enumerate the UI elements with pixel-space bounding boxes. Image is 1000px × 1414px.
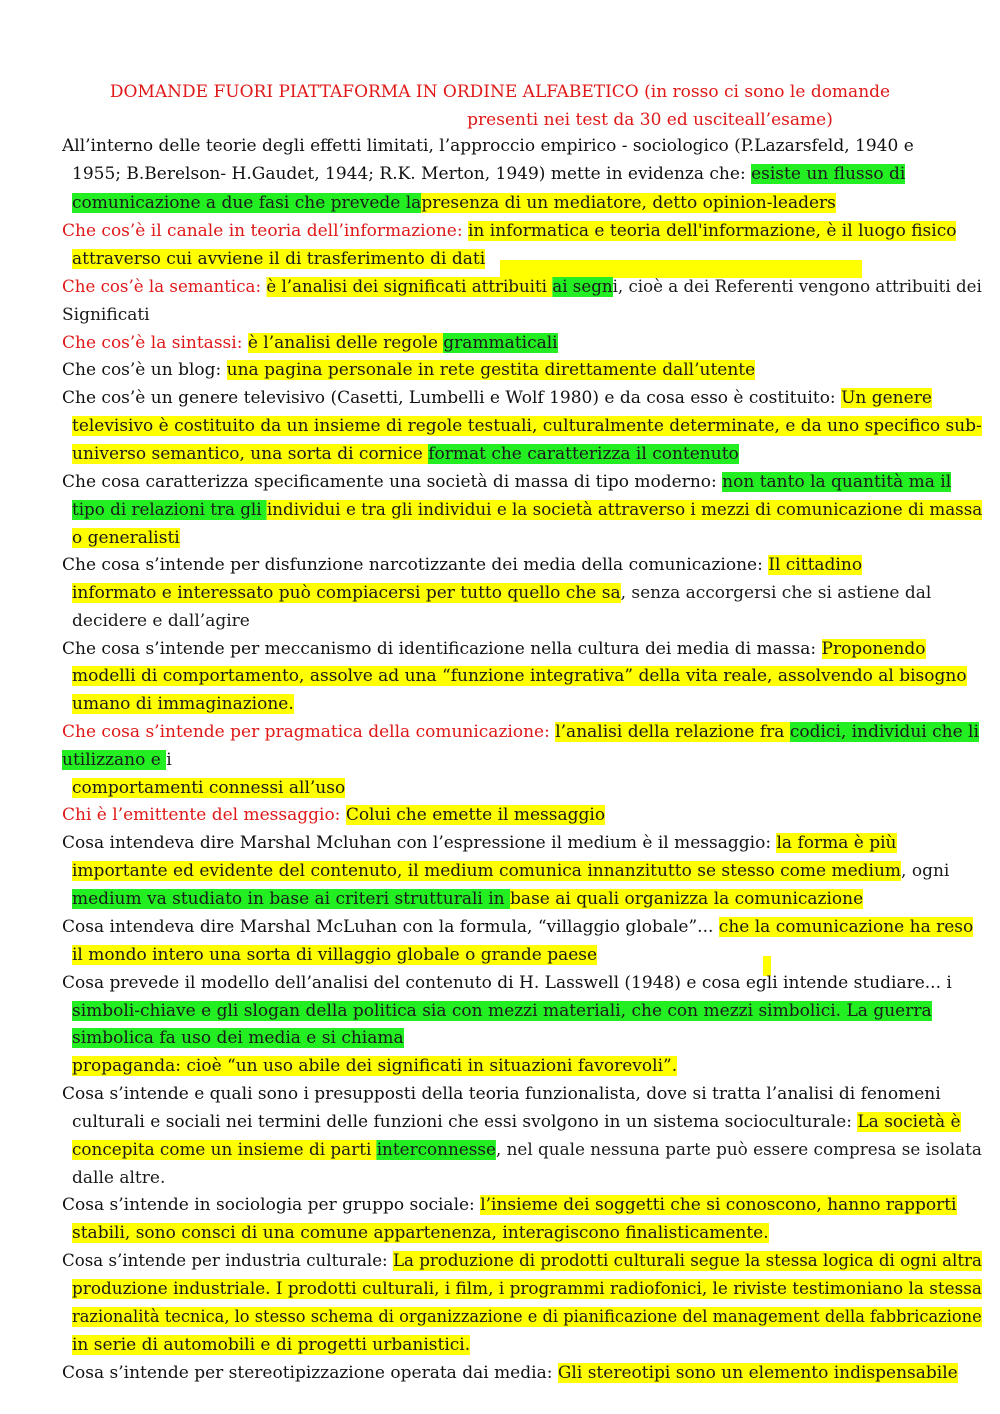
- key-answer-highlight: medium va studiato in base ai criteri strutturali in: [72, 889, 511, 909]
- highlighted-answer: stabili, sono consci di: [72, 1223, 263, 1243]
- key-answer-highlight: ai segn: [552, 277, 613, 297]
- highlighted-answer: la forma è più: [776, 833, 897, 853]
- key-answer-highlight: simbolica fa uso dei media e si chiama: [72, 1028, 404, 1048]
- text-line: [62, 719, 979, 746]
- text-line: [72, 580, 931, 607]
- key-answer-highlight: interconnesse: [376, 1140, 496, 1160]
- text-line: [62, 802, 605, 829]
- highlighted-answer: propaganda: cioè “un uso abile dei significati in situazioni favorevoli”.: [72, 1056, 678, 1076]
- text-line: [72, 942, 597, 969]
- key-answer-highlight: simboli-chiave e gli: [72, 1001, 244, 1021]
- question-text: Cosa intendeva dire Marshal McLuhan con la formula, “villaggio globale”...: [62, 917, 719, 937]
- question-text: All’interno delle teorie degli effetti limitati, l’approccio empirico - sociologico (P.Lazarsfeld, 1940 e: [62, 136, 914, 156]
- highlighted-answer: è l’analisi delle regole: [247, 333, 444, 353]
- text-line: [62, 274, 982, 301]
- key-answer-highlight: format che caratterizza il contenuto: [428, 444, 739, 464]
- highlighted-answer: un insieme di regole testuali, culturalmente determinate, e da uno specifico sub-: [286, 416, 982, 436]
- text-line: [72, 1220, 769, 1247]
- answer-text: , ogni: [901, 861, 950, 881]
- highlighted-answer: Gli stereotipi sono un elemento indispensabile: [557, 1363, 958, 1383]
- text-line: [72, 497, 982, 524]
- text-line: [62, 747, 172, 774]
- answer-text: dalle altre.: [72, 1168, 166, 1188]
- highlighted-answer: industriale. I prodotti culturali, i film, i programmi radiofonici, le riviste testimoniano la stessa: [173, 1279, 982, 1299]
- highlighted-answer: televisivo è costituito da: [72, 416, 287, 436]
- text-line: [72, 246, 485, 273]
- highlighted-answer: Proponendo: [821, 639, 926, 659]
- key-answer-highlight: tipo di relazioni tra gli: [72, 500, 267, 520]
- answer-text: i: [946, 973, 952, 993]
- highlighted-answer: sorta di villaggio globale o grande paese: [246, 945, 598, 965]
- text-line: [72, 1276, 982, 1303]
- highlighted-answer: concepita come un insieme di parti: [72, 1140, 377, 1160]
- highlighted-answer: che la comunicazione ha reso: [718, 917, 974, 937]
- highlighted-answer: La società è: [857, 1112, 961, 1132]
- text-line: [72, 1165, 165, 1192]
- text-line: [72, 1304, 982, 1331]
- answer-text: decidere e dall’agire: [72, 611, 250, 631]
- text-line: [72, 858, 949, 885]
- highlighted-answer: La produzione di prodotti culturali segue la stessa logica di ogni altra: [392, 1251, 982, 1271]
- text-line: [72, 608, 250, 635]
- text-line: [62, 914, 973, 941]
- text-line: [62, 302, 150, 329]
- answer-text: Significati: [62, 305, 150, 325]
- highlighted-answer: Il cittadino: [768, 555, 863, 575]
- text-line: [62, 133, 914, 160]
- answer-text: [261, 277, 266, 297]
- text-line: [72, 1053, 677, 1080]
- highlighted-answer: Un genere: [841, 388, 932, 408]
- question-text: Cosa s’intende in sociologia per gruppo sociale:: [62, 1195, 481, 1215]
- text-line: [72, 1025, 404, 1052]
- question-text: Cosa s’intende per stereotipizzazione operata dai media:: [62, 1363, 558, 1383]
- exam-question-text: Che cos’è la sintassi:: [62, 333, 243, 353]
- text-line: [72, 1109, 961, 1136]
- question-text: Cosa s’intende per industria culturale:: [62, 1251, 393, 1271]
- highlighted-answer: è l’analisi dei significati attribuiti: [266, 277, 553, 297]
- highlighted-answer: o generalisti: [72, 528, 180, 548]
- highlighted-answer: Colui che emette il messaggio: [345, 805, 606, 825]
- highlighted-answer: universo semantico, una sorta di cornice: [72, 444, 429, 464]
- text-line: [72, 1332, 470, 1359]
- highlighted-answer: informato e interessato può: [72, 583, 317, 603]
- answer-text: [340, 805, 345, 825]
- text-line: [62, 636, 926, 663]
- highlighted-answer: modelli di: [72, 666, 163, 686]
- question-text: Che cosa s’intende per meccanismo di identificazione nella cultura dei media di massa:: [62, 639, 822, 659]
- highlighted-answer: importante ed evidente del: [72, 861, 311, 881]
- answer-text: , nel quale nessuna parte può essere compresa se isolata: [495, 1140, 982, 1160]
- text-line: [72, 525, 180, 552]
- highlighted-answer: compiacersi per tutto quello che sa: [316, 583, 621, 603]
- highlighted-answer: in informatica e teoria dell'informazione, è il luogo fisico: [468, 221, 957, 241]
- question-text: Che cosa s’intende per disfunzione narcotizzante dei media della comunicazione:: [62, 555, 769, 575]
- text-line: [72, 775, 345, 802]
- text-line: [72, 161, 905, 188]
- question-text: Cosa prevede il modello dell’analisi del contenuto di H. Lasswell (1948) e cosa egli intende studiare...: [62, 973, 947, 993]
- highlighted-answer: produzione: [72, 1279, 174, 1299]
- text-line: [62, 830, 897, 857]
- exam-question-text: Che cos’è il canale in teoria dell’informazione:: [62, 221, 463, 241]
- highlighted-answer: una pagina personale in rete gestita direttamente dall’utente: [226, 360, 756, 380]
- highlighted-answer: presenza di un mediatore, detto opinion-leaders: [421, 193, 836, 213]
- key-answer-highlight: codici, individui che li: [789, 722, 979, 742]
- text-line: [62, 552, 862, 579]
- key-answer-highlight: slogan della politica sia con mezzi materiali, che con mezzi simbolici. La guerra: [243, 1001, 932, 1021]
- document-title: DOMANDE FUORI PIATTAFORMA IN ORDINE ALFABETICO: [109, 82, 639, 102]
- highlighted-answer: razionalità tecnica, lo stesso: [72, 1307, 311, 1327]
- text-line: [62, 1360, 958, 1387]
- text-line: [62, 1081, 941, 1108]
- answer-text: , senza accorgersi che si astiene dal: [620, 583, 932, 603]
- question-text: 1955; B.Berelson- H.Gaudet, 1944; R.K. Merton, 1949) mette in evidenza che:: [72, 164, 752, 184]
- document-title-line-1: [0, 80, 1000, 104]
- title-note: (in rosso ci sono le domande: [638, 82, 891, 102]
- title-note-continued: presenti nei test da 30 ed usciteall’esame): [467, 110, 833, 130]
- text-line: [62, 1192, 957, 1219]
- exam-question-text: Chi è l’emittente del messaggio:: [62, 805, 341, 825]
- highlighted-answer: schema di organizzazione e di pianificazione del management della fabbricazione: [310, 1307, 982, 1327]
- key-answer-highlight: comunicazione a due fasi che prevede la: [72, 193, 422, 213]
- question-text: culturali e sociali nei termini delle funzioni che essi svolgono in un sistema socioculturale:: [72, 1112, 858, 1132]
- text-line: [72, 190, 836, 217]
- question-text: Che cos’è un genere televisivo (Casetti, Lumbelli e Wolf 1980) e da cosa esso è costituito:: [62, 388, 842, 408]
- key-answer-highlight: esiste un flusso di: [751, 164, 906, 184]
- text-line: [62, 385, 932, 412]
- highlighted-answer: attraverso cui avviene il: [72, 249, 286, 269]
- text-line: [72, 998, 932, 1025]
- exam-question-text: Che cosa s’intende per pragmatica della comunicazione:: [62, 722, 550, 742]
- highlighted-answer: l’insieme dei soggetti che si conoscono, hanno rapporti: [480, 1195, 957, 1215]
- highlighted-answer: umano di immaginazione.: [72, 694, 294, 714]
- highlighted-answer: individui e tra gli individui e la società attraverso i mezzi di comunicazione di massa: [266, 500, 983, 520]
- question-text: Cosa intendeva dire Marshal Mcluhan con l’espressione il medium è il messaggio:: [62, 833, 777, 853]
- key-answer-highlight: utilizzano e: [62, 750, 167, 770]
- highlighted-answer: comportamenti connessi all’uso: [72, 778, 346, 798]
- text-line: [62, 330, 558, 357]
- text-line: [62, 218, 956, 245]
- text-line: [72, 691, 294, 718]
- text-line: [62, 1248, 982, 1275]
- document-title-line-2: [0, 108, 1000, 132]
- text-line: [62, 970, 952, 997]
- text-line: [72, 663, 967, 690]
- highlighted-answer: il mondo intero una: [72, 945, 247, 965]
- question-text: Che cosa caratterizza specificamente una società di massa di tipo moderno:: [62, 472, 723, 492]
- text-line: [72, 1137, 982, 1164]
- answer-text: i, cioè a dei Referenti vengono attribuiti dei: [612, 277, 982, 297]
- highlighted-answer: di trasferimento di dati: [285, 249, 486, 269]
- highlighted-answer: contenuto, il medium comunica innanzitutto se stesso come medium: [310, 861, 902, 881]
- highlighted-answer: base ai quali organizza la comunicazione: [510, 889, 864, 909]
- answer-text: i: [166, 750, 172, 770]
- text-line: [72, 886, 863, 913]
- text-line: [62, 357, 755, 384]
- highlighted-answer: comportamento, assolve ad una “funzione integrativa” della vita reale, assolvendo al bisogno: [162, 666, 967, 686]
- key-answer-highlight: grammaticali: [443, 333, 558, 353]
- question-text: Che cos’è un blog:: [62, 360, 227, 380]
- text-line: [72, 413, 982, 440]
- text-line: [62, 469, 951, 496]
- highlighted-answer: una comune appartenenza, interagiscono finalisticamente.: [262, 1223, 769, 1243]
- text-line: [72, 441, 739, 468]
- highlighted-answer: l’analisi della relazione fra: [555, 722, 790, 742]
- highlighted-answer: in serie di automobili e di progetti urbanistici.: [72, 1335, 471, 1355]
- exam-question-text: Che cos’è la semantica:: [62, 277, 262, 297]
- key-answer-highlight: non tanto la quantità ma il: [722, 472, 952, 492]
- question-text: Cosa s’intende e quali sono i presupposti della teoria funzionalista, dove si tratta l’analisi di fenomeni: [62, 1084, 941, 1104]
